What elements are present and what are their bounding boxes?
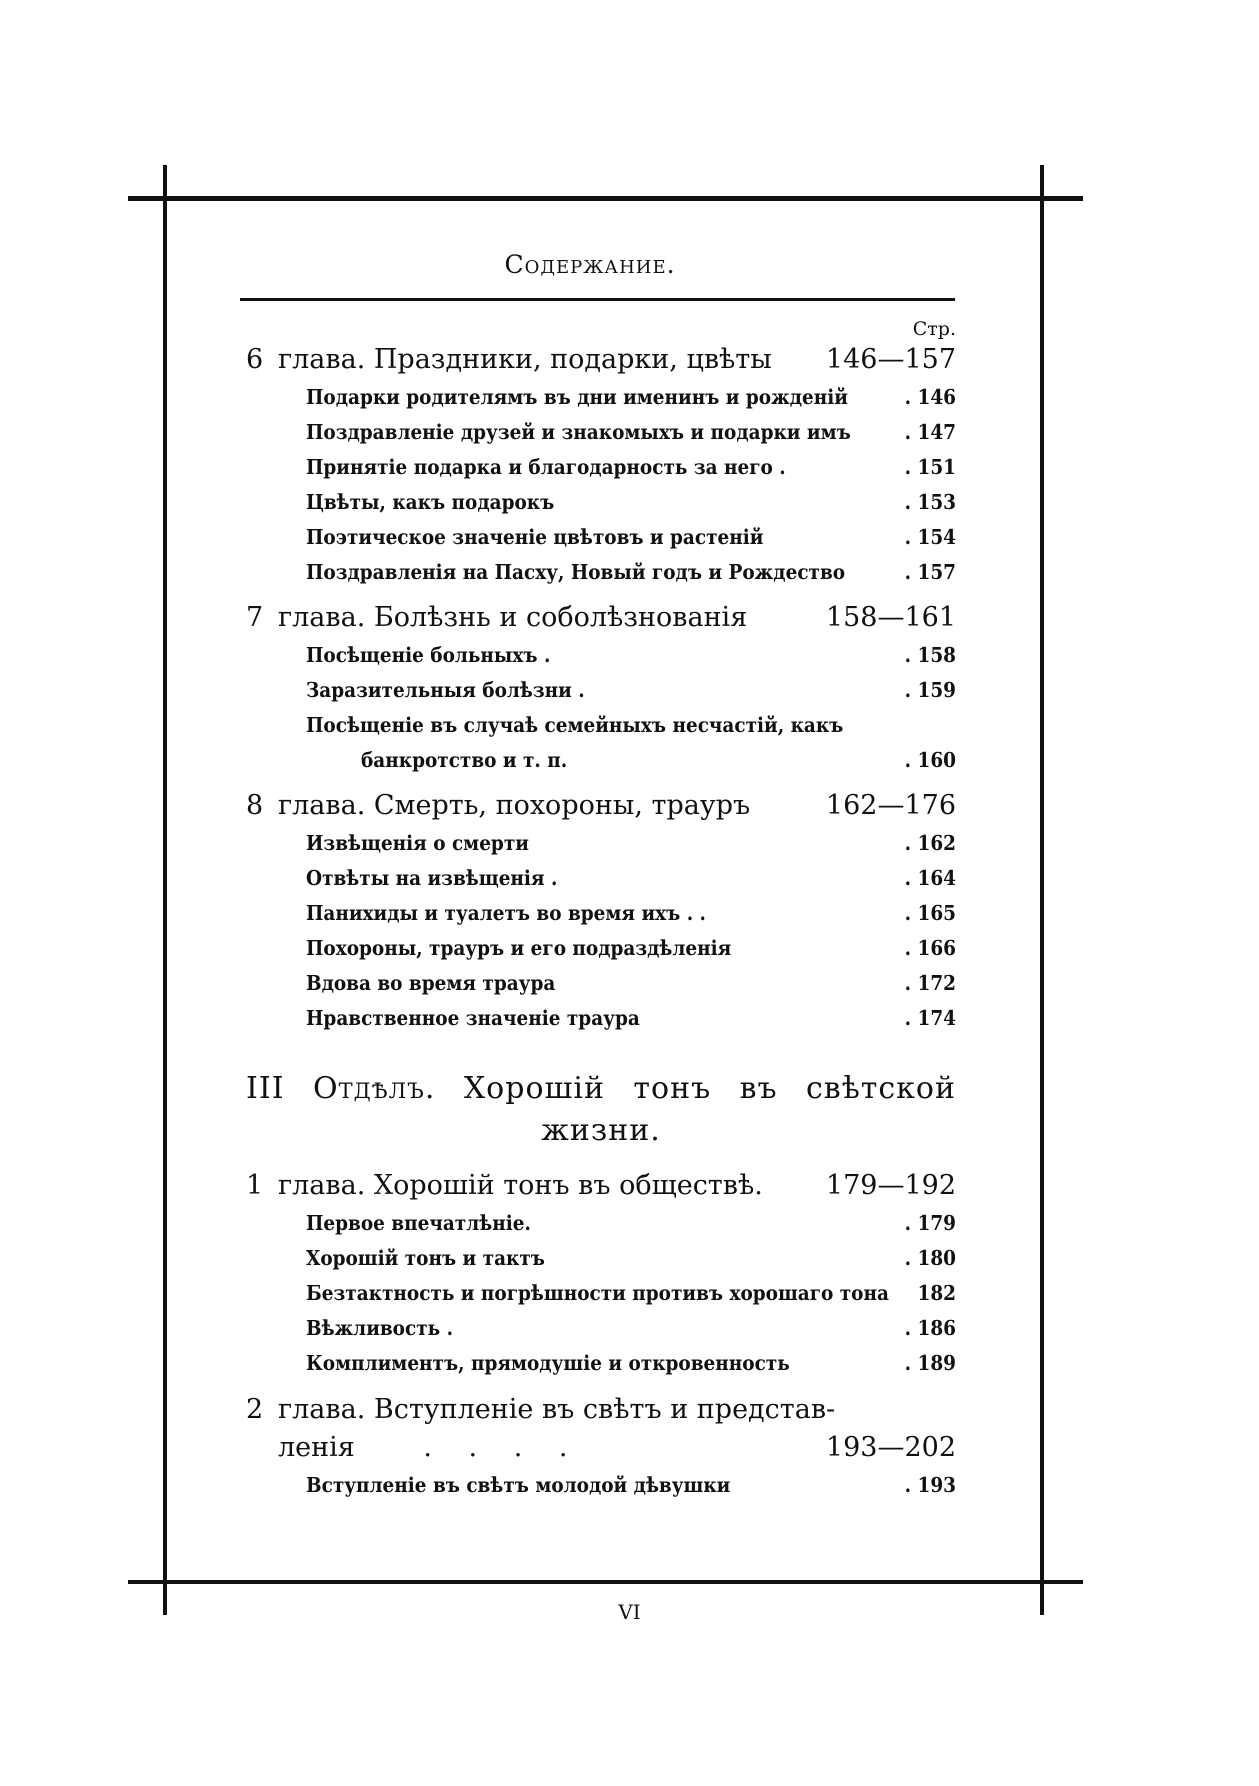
section-part-number: III <box>246 1071 285 1106</box>
entry-page: . 160 <box>904 748 956 772</box>
entry-title: Нравственное значеніе траура <box>306 1006 640 1030</box>
toc-chapter[interactable] <box>246 1390 956 1430</box>
toc-entry[interactable] <box>361 743 956 778</box>
entry-title: Подарки родителямъ въ дни именинъ и рожденій <box>306 385 848 409</box>
entry-page: . 157 <box>904 560 956 584</box>
entry-page: . 151 <box>904 455 956 479</box>
chapter-pages: 179—192 <box>825 1170 956 1201</box>
toc-entry[interactable] <box>306 896 956 931</box>
entry-title: Хорошій тонъ и тактъ <box>306 1246 545 1270</box>
section-word: въ <box>739 1071 778 1106</box>
chapter-title-cont: ленія <box>278 1432 355 1463</box>
toc-entry[interactable] <box>306 638 956 673</box>
toc-entry[interactable] <box>306 1241 956 1276</box>
chapter-title: глава. Хорошій тонъ въ обществѣ. <box>278 1170 763 1201</box>
chapter-number: 1 <box>246 1170 264 1201</box>
entry-page: . 154 <box>904 525 956 549</box>
toc-entry[interactable] <box>306 450 956 485</box>
entry-page: . 189 <box>904 1351 956 1375</box>
toc-entry[interactable] <box>306 555 956 590</box>
entry-page: . 172 <box>904 971 956 995</box>
entry-title: Вступленіе въ свѣтъ молодой дѣвушки <box>306 1473 731 1497</box>
toc-entry[interactable] <box>306 1346 956 1381</box>
entry-page: . 153 <box>904 490 956 514</box>
left-rule <box>163 165 167 1615</box>
entry-title: банкротство и т. п. <box>361 748 568 772</box>
toc-entry[interactable] <box>306 1276 956 1311</box>
entry-page: 182 <box>917 1281 956 1305</box>
toc-entry[interactable] <box>306 1206 956 1241</box>
entry-title: Поэтическое значеніе цвѣтовъ и растеній <box>306 525 764 549</box>
entry-title: Первое впечатлѣніе. <box>306 1211 531 1235</box>
entry-page: . 164 <box>904 866 956 890</box>
entry-title: Поздравленія на Пасху, Новый годъ и Рождество <box>306 560 846 584</box>
entry-title: Вдова во время траура <box>306 971 556 995</box>
page-number: VI <box>618 1600 641 1624</box>
entry-title: Панихиды и туалетъ во время ихъ . . <box>306 901 706 925</box>
toc-entry[interactable] <box>306 826 956 861</box>
entry-page: . 174 <box>904 1006 956 1030</box>
toc-entry[interactable] <box>306 1311 956 1346</box>
toc-chapter[interactable] <box>246 598 956 638</box>
title-rule <box>240 298 955 301</box>
chapter-number: 2 <box>246 1394 264 1425</box>
toc-chapter[interactable] <box>246 1166 956 1206</box>
toc-entry[interactable] <box>306 485 956 520</box>
entry-page: . 166 <box>904 936 956 960</box>
entry-page: . 159 <box>904 678 956 702</box>
entry-title: Вѣжливость . <box>306 1316 454 1340</box>
toc-entry[interactable] <box>306 1468 956 1503</box>
toc-chapter[interactable] <box>246 340 956 380</box>
entry-page: . 165 <box>904 901 956 925</box>
entry-page: . 186 <box>904 1316 956 1340</box>
toc-entry[interactable] <box>306 966 956 1001</box>
entry-title: Поздравленіе друзей и знакомыхъ и подарки имъ <box>306 420 851 444</box>
chapter-pages: 162—176 <box>825 790 956 821</box>
toc-entry[interactable] <box>306 861 956 896</box>
entry-page: . 162 <box>904 831 956 855</box>
toc-entry[interactable] <box>306 931 956 966</box>
chapter-title: глава. Болѣзнь и соболѣзнованія <box>278 602 748 633</box>
toc-entry[interactable] <box>306 673 956 708</box>
entry-page: . 158 <box>904 643 956 667</box>
section-heading <box>246 1068 956 1152</box>
entry-page: . 179 <box>904 1211 956 1235</box>
chapter-title: глава. Праздники, подарки, цвѣты <box>278 344 772 375</box>
bottom-rule <box>128 1580 1083 1584</box>
entry-title: Отвѣты на извѣщенія . <box>306 866 558 890</box>
entry-title: Посѣщеніе въ случаѣ семейныхъ несчастій, какъ <box>306 713 844 737</box>
section-word: свѣтской <box>806 1071 956 1106</box>
chapter-title: глава. Вступленіе въ свѣтъ и представ- <box>278 1394 836 1425</box>
section-word: Отдѣлъ. <box>312 1071 436 1106</box>
chapter-number: 7 <box>246 602 264 633</box>
toc-entry[interactable] <box>306 1001 956 1036</box>
entry-page: . 193 <box>904 1473 956 1497</box>
section-word: Хорошій <box>463 1071 605 1106</box>
entry-page: . 147 <box>904 420 956 444</box>
toc-entry[interactable] <box>306 415 956 450</box>
leader-dots: . . . . <box>423 1432 582 1463</box>
top-rule <box>128 196 1083 201</box>
chapter-pages: 146—157 <box>825 344 956 375</box>
chapter-number: 6 <box>246 344 264 375</box>
chapter-title: глава. Смерть, похороны, трауръ <box>278 790 751 821</box>
page-title: Содержание. <box>504 250 676 279</box>
toc-chapter-continuation[interactable] <box>246 1428 956 1468</box>
toc-entry[interactable] <box>306 520 956 555</box>
entry-title: Принятіе подарка и благодарность за него . <box>306 455 786 479</box>
toc-chapter[interactable] <box>246 786 956 826</box>
entry-title: Комплиментъ, прямодушіе и откровенность <box>306 1351 790 1375</box>
chapter-pages: 158—161 <box>825 602 956 633</box>
toc-entry[interactable] <box>306 708 956 743</box>
entry-title: Заразительныя болѣзни . <box>306 678 585 702</box>
section-word: тонъ <box>633 1071 712 1106</box>
entry-title: Цвѣты, какъ подарокъ <box>306 490 555 514</box>
entry-page: . 180 <box>904 1246 956 1270</box>
chapter-number: 8 <box>246 790 264 821</box>
right-rule <box>1040 165 1044 1615</box>
section-heading-line2: жизни. <box>541 1113 661 1148</box>
entry-title: Посѣщеніе больныхъ . <box>306 643 551 667</box>
entry-title: Извѣщенія о смерти <box>306 831 529 855</box>
entry-page: . 146 <box>904 385 956 409</box>
chapter-pages: 193—202 <box>825 1432 956 1463</box>
entry-title: Похороны, трауръ и его подраздѣленія <box>306 936 732 960</box>
entry-title: Безтактность и погрѣшности противъ хорошаго тона <box>306 1281 889 1305</box>
page-column-label: Стр. <box>912 318 956 340</box>
toc-entry[interactable] <box>306 380 956 415</box>
